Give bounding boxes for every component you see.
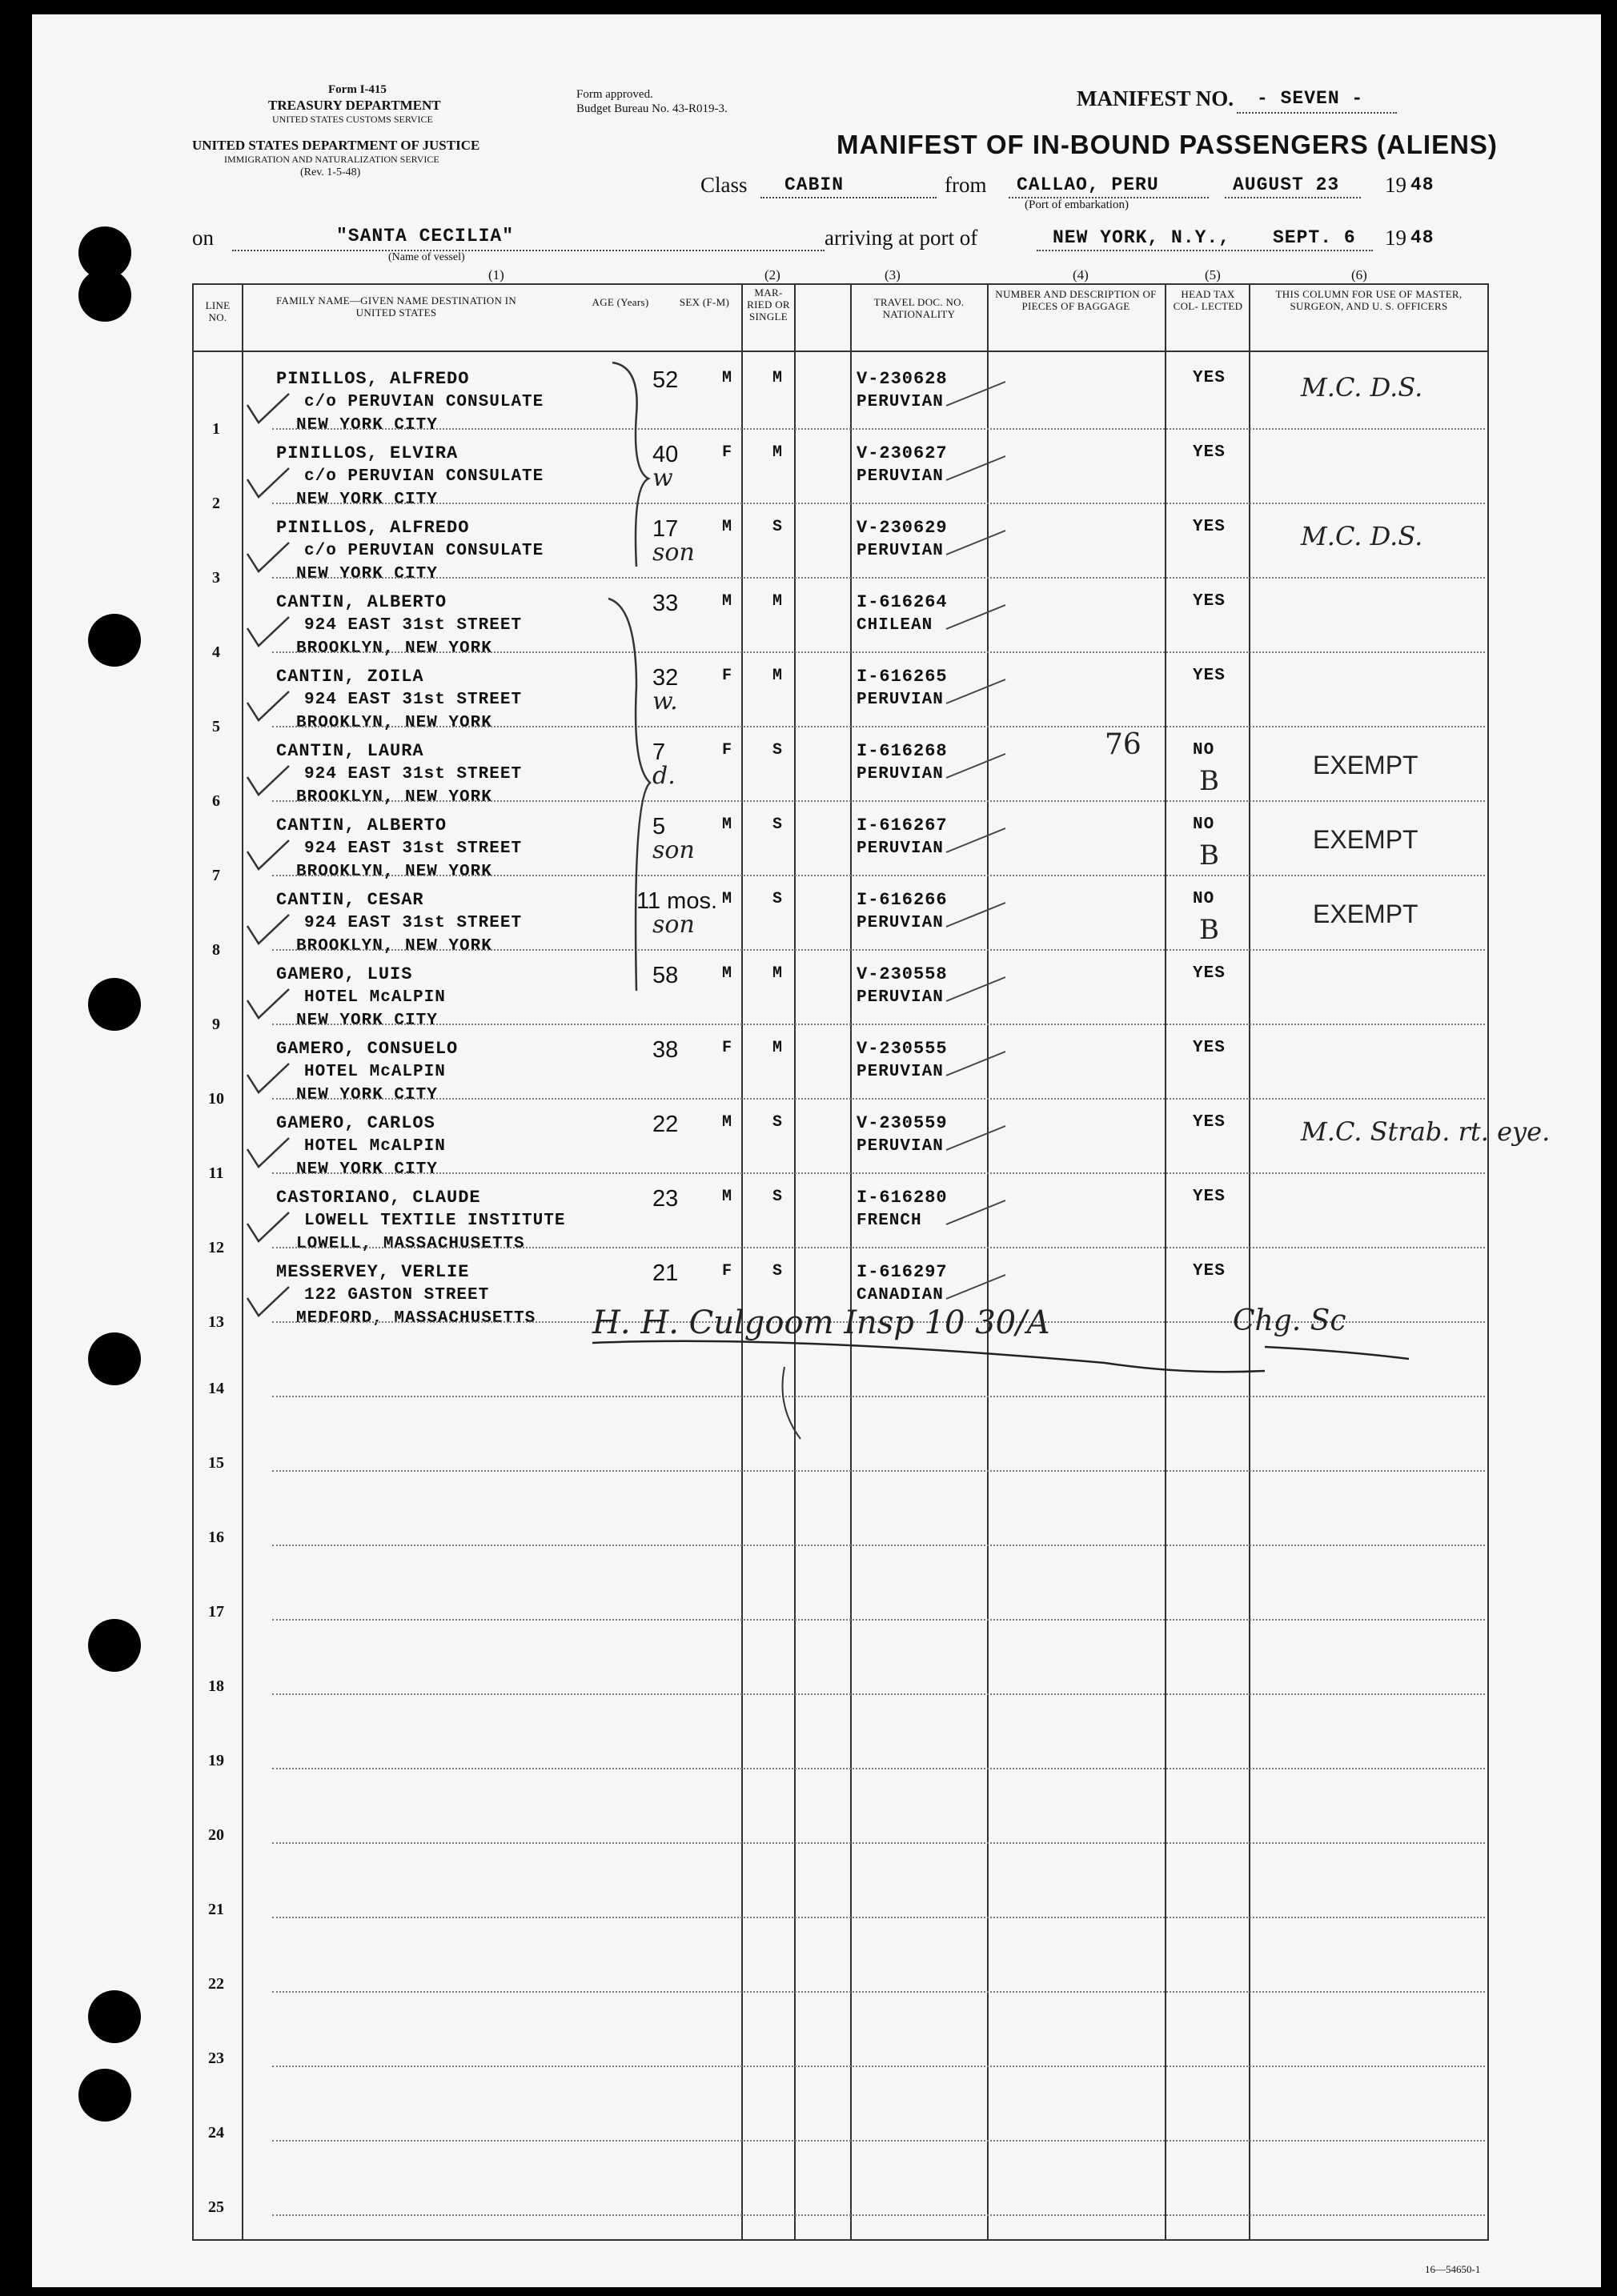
travel-doc-number: V-230627 <box>857 443 948 463</box>
punch-hole <box>88 1990 141 2043</box>
arrival-date: SEPT. 6 <box>1273 227 1356 248</box>
check-mark <box>244 837 292 877</box>
age: 52 <box>652 367 679 393</box>
line-number: 15 <box>208 1454 224 1472</box>
nationality: PERUVIAN <box>857 914 944 932</box>
sex: M <box>722 815 733 834</box>
header-bottom-rule <box>192 351 1489 352</box>
address-line-2: NEW YORK CITY <box>296 565 438 583</box>
head-tax: YES <box>1193 1262 1226 1280</box>
officer-note: M.C. Strab. rt. eye. <box>1301 1116 1551 1147</box>
passenger-name: PINILLOS, ALFREDO <box>276 518 470 538</box>
address-line-1: c/o PERUVIAN CONSULATE <box>304 393 544 411</box>
col-header-officers: THIS COLUMN FOR USE OF MASTER, SURGEON, AND U. S. OFFICERS <box>1275 288 1463 312</box>
line-number: 20 <box>208 1826 224 1844</box>
revision: (Rev. 1-5-48) <box>300 166 361 178</box>
row-rule <box>272 2140 1485 2142</box>
col-rule-line <box>242 283 243 2241</box>
head-tax: YES <box>1193 592 1226 611</box>
col-header-married: MAR- RIED OR SINGLE <box>747 286 790 323</box>
line-number: 3 <box>212 569 220 587</box>
sex: M <box>722 592 733 611</box>
year-suffix-2: 48 <box>1410 227 1434 248</box>
row-rule <box>272 949 1485 951</box>
doc-check-mark <box>945 1123 1009 1155</box>
address-line-2: NEW YORK CITY <box>296 1012 438 1030</box>
year-suffix-1: 48 <box>1410 174 1434 195</box>
arriving-label: arriving at port of <box>825 226 978 250</box>
row-rule <box>272 1693 1485 1695</box>
marital-status: S <box>772 741 784 759</box>
age: 7 <box>652 739 666 765</box>
check-mark <box>244 1284 292 1324</box>
head-tax-mark: B <box>1199 914 1219 946</box>
row-rule <box>272 1917 1485 1918</box>
row-rule <box>272 1172 1485 1174</box>
check-mark <box>244 912 292 952</box>
col-num-5: (5) <box>1205 267 1221 282</box>
age: 32 <box>652 665 679 691</box>
passenger-name: PINILLOS, ELVIRA <box>276 443 459 463</box>
head-tax: YES <box>1193 1113 1226 1132</box>
line-number: 6 <box>212 792 220 810</box>
travel-doc-number: V-230559 <box>857 1113 948 1133</box>
marital-status: S <box>772 1188 784 1206</box>
table-top-rule <box>192 283 1489 285</box>
from-label: from <box>945 173 987 197</box>
travel-doc-number: V-230558 <box>857 964 948 984</box>
vessel-caption: (Name of vessel) <box>388 251 465 263</box>
sex: M <box>722 369 733 387</box>
nationality: PERUVIAN <box>857 393 944 411</box>
line-number: 9 <box>212 1016 220 1033</box>
address-line-1: c/o PERUVIAN CONSULATE <box>304 542 544 560</box>
head-tax: NO <box>1193 815 1215 834</box>
address-line-2: MEDFORD, MASSACHUSETTS <box>296 1309 536 1328</box>
check-mark <box>244 539 292 579</box>
age: 11 mos. <box>636 888 718 914</box>
line-number: 24 <box>208 2124 224 2142</box>
row-rule <box>272 1768 1485 1769</box>
travel-doc-number: I-616266 <box>857 890 948 910</box>
line-number: 19 <box>208 1752 224 1769</box>
footer-code: 16—54650-1 <box>1425 2263 1481 2275</box>
line-number: 21 <box>208 1901 224 1918</box>
sex: F <box>722 667 733 685</box>
line-number: 5 <box>212 718 220 735</box>
col-header-line: LINE NO. <box>205 299 231 323</box>
inspector-signature-text: H. H. Culgoom Insp 10 30/A <box>592 1304 1050 1341</box>
address-line-2: NEW YORK CITY <box>296 1086 438 1104</box>
relationship-note: son <box>652 911 695 939</box>
address-line-2: LOWELL, MASSACHUSETTS <box>296 1235 525 1253</box>
doc-check-mark <box>945 379 1009 411</box>
relationship-note: d. <box>652 762 676 790</box>
manifest-label: MANIFEST NO. <box>1077 86 1234 110</box>
address-line-1: 122 GASTON STREET <box>304 1286 490 1304</box>
doc-check-mark <box>945 1048 1009 1080</box>
row-rule <box>272 2066 1485 2067</box>
row-rule <box>272 503 1485 504</box>
check-mark <box>244 465 292 505</box>
head-tax: YES <box>1193 369 1226 387</box>
row-rule <box>272 428 1485 430</box>
doc-check-mark <box>945 751 1009 783</box>
col-header-sex: SEX (F-M) <box>679 296 730 308</box>
manifest-page <box>32 14 1601 2287</box>
address-line-2: BROOKLYN, NEW YORK <box>296 937 492 956</box>
row-rule <box>272 1247 1485 1248</box>
nationality: PERUVIAN <box>857 1063 944 1081</box>
sex: F <box>722 741 733 759</box>
sex: M <box>722 964 733 983</box>
line-number: 16 <box>208 1529 224 1546</box>
travel-doc-number: V-230629 <box>857 518 948 538</box>
punch-hole <box>88 978 141 1031</box>
check-mark <box>244 688 292 728</box>
travel-doc-number: I-616264 <box>857 592 948 612</box>
marital-status: M <box>772 592 784 611</box>
punch-hole <box>88 1619 141 1672</box>
travel-doc-number: V-230628 <box>857 369 948 389</box>
nationality: CANADIAN <box>857 1286 944 1304</box>
relationship-note: w <box>652 464 673 492</box>
nationality: CHILEAN <box>857 616 933 635</box>
marital-status: S <box>772 890 784 908</box>
head-tax: YES <box>1193 1039 1226 1057</box>
row-rule <box>272 1024 1485 1025</box>
check-mark <box>244 1060 292 1100</box>
col-rule-left <box>192 283 194 2241</box>
col-header-name: FAMILY NAME—GIVEN NAME DESTINATION IN UNITED STATES <box>275 295 517 319</box>
nationality: PERUVIAN <box>857 839 944 858</box>
line-number: 10 <box>208 1090 224 1108</box>
row-rule <box>272 651 1485 653</box>
address-line-2: BROOKLYN, NEW YORK <box>296 639 492 658</box>
port-embark-caption: (Port of embarkation) <box>1025 198 1129 211</box>
doc-check-mark <box>945 1197 1009 1229</box>
line-number: 18 <box>208 1677 224 1695</box>
row-rule <box>272 1619 1485 1621</box>
head-tax-mark: B <box>1199 839 1219 872</box>
doc-check-mark <box>945 527 1009 559</box>
nationality: PERUVIAN <box>857 1137 944 1156</box>
family-brackets <box>592 351 664 1007</box>
address-line-1: LOWELL TEXTILE INSTITUTE <box>304 1212 566 1230</box>
head-tax: YES <box>1193 964 1226 983</box>
marital-status: M <box>772 964 784 983</box>
head-tax: YES <box>1193 443 1226 462</box>
check-mark <box>244 391 292 431</box>
officer-note: M.C. D.S. <box>1301 521 1423 551</box>
manifest-number: - SEVEN - <box>1257 88 1364 109</box>
ins-service: IMMIGRATION AND NATURALIZATION SERVICE <box>224 154 439 165</box>
age: 58 <box>652 963 679 988</box>
col-header-tax: HEAD TAX COL- LECTED <box>1173 288 1243 312</box>
officer-note: M.C. D.S. <box>1301 372 1423 403</box>
sex: F <box>722 1039 733 1057</box>
travel-doc-number: I-616268 <box>857 741 948 761</box>
address-line-2: NEW YORK CITY <box>296 416 438 435</box>
sex: M <box>722 1113 733 1132</box>
line-number: 1 <box>212 420 220 438</box>
marital-status: M <box>772 1039 784 1057</box>
marital-status: S <box>772 1262 784 1280</box>
marital-status: M <box>772 443 784 462</box>
punch-hole <box>88 614 141 667</box>
year-prefix-2: 19 <box>1385 226 1406 250</box>
passenger-name: GAMERO, LUIS <box>276 964 413 984</box>
row-rule <box>272 1098 1485 1100</box>
age: 33 <box>652 591 679 616</box>
arrival-underline <box>1037 250 1373 251</box>
address-line-1: 924 EAST 31st STREET <box>304 691 523 709</box>
doc-check-mark <box>945 900 1009 932</box>
address-line-1: HOTEL McALPIN <box>304 1137 446 1156</box>
travel-doc-number: V-230555 <box>857 1039 948 1059</box>
form-approved: Form approved. <box>576 88 653 101</box>
address-line-2: BROOKLYN, NEW YORK <box>296 714 492 732</box>
age: 21 <box>652 1260 679 1286</box>
travel-doc-number: I-616265 <box>857 667 948 687</box>
age: 5 <box>652 814 666 839</box>
passenger-name: CANTIN, ALBERTO <box>276 592 447 612</box>
col-num-2: (2) <box>764 267 780 282</box>
line-number: 2 <box>212 495 220 512</box>
passenger-name: CANTIN, ZOILA <box>276 667 424 687</box>
col-header-doc: TRAVEL DOC. NO. NATIONALITY <box>873 296 965 320</box>
sex: M <box>722 518 733 536</box>
justice-dept: UNITED STATES DEPARTMENT OF JUSTICE <box>192 138 480 153</box>
travel-doc-number: I-616297 <box>857 1262 948 1282</box>
doc-check-mark <box>945 453 1009 485</box>
passenger-name: PINILLOS, ALFREDO <box>276 369 470 389</box>
departure-date: AUGUST 23 <box>1233 174 1340 195</box>
address-line-2: BROOKLYN, NEW YORK <box>296 863 492 881</box>
col-num-6: (6) <box>1351 267 1367 282</box>
treasury-dept: TREASURY DEPARTMENT <box>268 98 441 113</box>
line-number: 12 <box>208 1239 224 1256</box>
nationality: PERUVIAN <box>857 988 944 1007</box>
line-number: 25 <box>208 2198 224 2216</box>
marital-status: S <box>772 815 784 834</box>
marital-status: S <box>772 518 784 536</box>
relationship-note: w. <box>652 687 678 715</box>
age: 40 <box>652 442 679 467</box>
col-num-3: (3) <box>885 267 901 282</box>
on-label: on <box>192 226 214 250</box>
embark-port: CALLAO, PERU <box>1017 174 1159 195</box>
check-mark <box>244 1135 292 1175</box>
row-rule <box>272 1470 1485 1472</box>
manifest-title: MANIFEST OF IN-BOUND PASSENGERS (ALIENS) <box>837 130 1498 159</box>
line-number: 4 <box>212 643 220 661</box>
travel-doc-number: I-616267 <box>857 815 948 835</box>
relationship-note: son <box>652 539 695 567</box>
punch-hole <box>78 269 131 322</box>
head-tax: NO <box>1193 741 1215 759</box>
col-header-baggage: NUMBER AND DESCRIPTION OF PIECES OF BAGGAGE <box>995 288 1157 312</box>
travel-doc-number: I-616280 <box>857 1188 948 1208</box>
row-rule <box>272 875 1485 876</box>
age: 38 <box>652 1037 679 1063</box>
line-number: 13 <box>208 1313 224 1331</box>
passenger-name: GAMERO, CONSUELO <box>276 1039 459 1059</box>
head-tax: NO <box>1193 890 1215 908</box>
customs-service: UNITED STATES CUSTOMS SERVICE <box>272 114 433 125</box>
address-line-2: NEW YORK CITY <box>296 1160 438 1179</box>
row-rule <box>272 726 1485 727</box>
age: 23 <box>652 1186 679 1212</box>
row-rule <box>272 1991 1485 1993</box>
age: 17 <box>652 516 679 542</box>
year-prefix-1: 19 <box>1385 173 1406 197</box>
sex: F <box>722 443 733 462</box>
passenger-name: MESSERVEY, VERLIE <box>276 1262 470 1282</box>
row-rule <box>272 1842 1485 1844</box>
col-rule-right <box>1487 283 1489 2241</box>
doc-check-mark <box>945 974 1009 1006</box>
address-line-2: BROOKLYN, NEW YORK <box>296 788 492 807</box>
doc-check-mark <box>945 676 1009 708</box>
line-number: 14 <box>208 1380 224 1397</box>
col-header-age: AGE (Years) <box>592 296 649 308</box>
col-num-1: (1) <box>488 267 504 282</box>
line-number: 8 <box>212 941 220 959</box>
address-line-1: c/o PERUVIAN CONSULATE <box>304 467 544 486</box>
line-number: 17 <box>208 1603 224 1621</box>
line-number: 11 <box>208 1164 224 1182</box>
head-tax: YES <box>1193 1188 1226 1206</box>
officer-exempt: EXEMPT <box>1313 900 1418 928</box>
passenger-name: CANTIN, ALBERTO <box>276 815 447 835</box>
sex: M <box>722 890 733 908</box>
row-rule <box>272 2214 1485 2216</box>
officer-exempt: EXEMPT <box>1313 751 1418 779</box>
address-line-1: 924 EAST 31st STREET <box>304 839 523 858</box>
line-number: 23 <box>208 2050 224 2067</box>
address-line-1: 924 EAST 31st STREET <box>304 914 523 932</box>
vessel-underline <box>232 250 825 251</box>
nationality: PERUVIAN <box>857 765 944 783</box>
address-line-2: NEW YORK CITY <box>296 491 438 509</box>
class-underline <box>760 197 937 198</box>
form-number: Form I-415 <box>328 83 387 96</box>
address-line-1: 924 EAST 31st STREET <box>304 765 523 783</box>
sex: F <box>722 1262 733 1280</box>
passenger-name: CASTORIANO, CLAUDE <box>276 1188 481 1208</box>
nationality: PERUVIAN <box>857 691 944 709</box>
nationality: FRENCH <box>857 1212 922 1230</box>
marital-status: M <box>772 369 784 387</box>
baggage-count: 76 <box>1105 728 1142 761</box>
head-tax: YES <box>1193 667 1226 685</box>
row-rule <box>272 577 1485 579</box>
passenger-name: GAMERO, CARLOS <box>276 1113 435 1133</box>
doc-check-mark <box>945 825 1009 857</box>
check-mark <box>244 763 292 803</box>
date-underline <box>1225 197 1361 198</box>
head-tax-mark: B <box>1199 765 1219 797</box>
line-number: 22 <box>208 1975 224 1993</box>
punch-hole <box>88 1332 141 1385</box>
nationality: PERUVIAN <box>857 542 944 560</box>
check-mark <box>244 1209 292 1249</box>
head-tax: YES <box>1193 518 1226 536</box>
officer-exempt: EXEMPT <box>1313 825 1418 854</box>
row-rule <box>272 800 1485 802</box>
marital-status: S <box>772 1113 784 1132</box>
address-line-1: HOTEL McALPIN <box>304 1063 446 1081</box>
check-mark <box>244 614 292 654</box>
doc-check-mark <box>945 602 1009 634</box>
passenger-name: CANTIN, LAURA <box>276 741 424 761</box>
nationality: PERUVIAN <box>857 467 944 486</box>
marital-status: M <box>772 667 784 685</box>
passenger-name: CANTIN, CESAR <box>276 890 424 910</box>
signature-note: Chg. Sc <box>1233 1304 1346 1337</box>
relationship-note: son <box>652 836 695 864</box>
address-line-1: 924 EAST 31st STREET <box>304 616 523 635</box>
table-bottom-rule <box>192 2239 1489 2241</box>
row-rule <box>272 1545 1485 1546</box>
sex: M <box>722 1188 733 1206</box>
manifest-underline <box>1237 112 1397 114</box>
class-label: Class <box>700 173 748 197</box>
vessel-name: "SANTA CECILIA" <box>336 226 515 246</box>
arrival-port: NEW YORK, N.Y., <box>1053 227 1231 248</box>
budget-bureau: Budget Bureau No. 43-R019-3. <box>576 102 728 115</box>
address-line-1: HOTEL McALPIN <box>304 988 446 1007</box>
line-number: 7 <box>212 867 220 884</box>
col-num-4: (4) <box>1073 267 1089 282</box>
check-mark <box>244 986 292 1026</box>
age: 22 <box>652 1112 679 1137</box>
punch-hole <box>78 2069 131 2122</box>
class-value: CABIN <box>784 174 845 195</box>
